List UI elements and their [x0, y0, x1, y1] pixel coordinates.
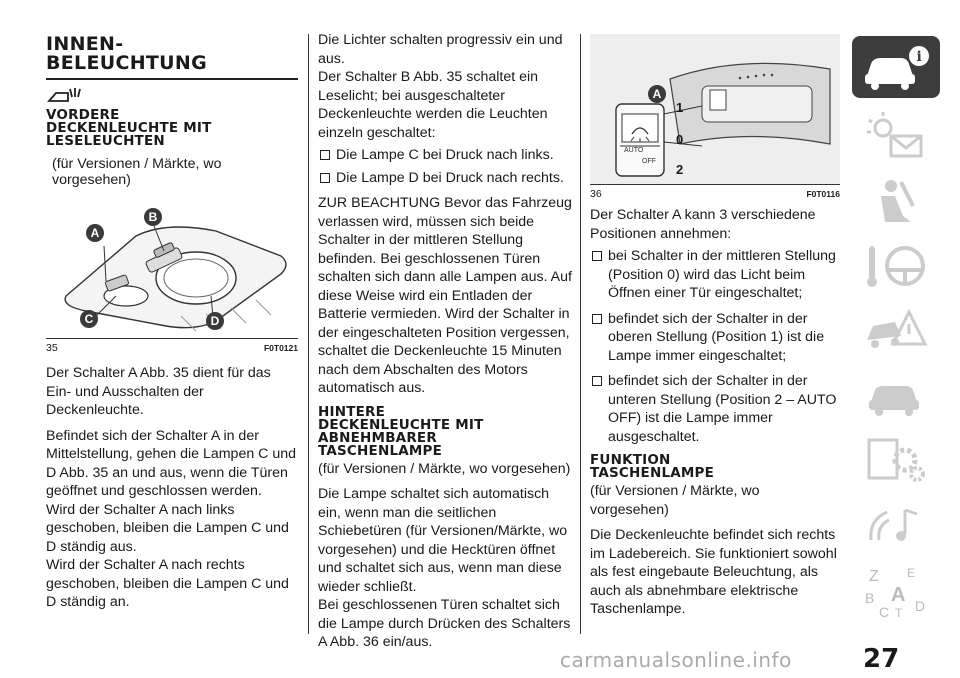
variant-note: (für Versionen / Märkte, wo vorgesehen)	[590, 483, 760, 518]
bullet-box-icon	[320, 173, 330, 183]
bullet-box-icon	[592, 314, 602, 324]
list-item: bei Schalter in der mittleren Stellung (Position 0) wird das Licht beim Öffnen einer Tür eingeschaltet;	[590, 247, 840, 303]
paragraph: Der Schalter A Abb. 35 dient für das Ein- und Ausschalten der Deckenleuchte.	[46, 365, 271, 418]
figure-35	[46, 196, 298, 339]
label-d: D	[206, 312, 224, 330]
index-letter: B	[865, 590, 875, 606]
paragraph: Der Schalter A kann 3 verschiedene Positionen annehmen:	[590, 207, 816, 242]
switch-auto-text: AUTO	[624, 147, 644, 154]
paragraph: Die Lampe schaltet sich automatisch ein, wenn man die seitlichen Schiebetüren (für Versionen/Märkte, wo vorgesehen) und die Hecktüren öffnet und schaltet sich aus, wenn man diese wieder schließt.	[318, 486, 568, 595]
paragraph: Der Schalter B Abb. 35 schaltet ein Leselicht; bei ausgeschalteter Deckenleuchte werden die Leuchten einzeln geschaltet:	[318, 69, 548, 141]
position-0: 0	[676, 132, 684, 147]
note-paragraph: ZUR BEACHTUNG Bevor das Fahrzeug verlassen wird, müssen sich beide Schalter in der mittleren Stellung befinden. Bei geschlossenen Türen schalten sich dann alle Lampen aus. Auf diese Weise wird ein Entladen der Batterie vermieden. Wird der Schalter in der eingeschalteten Position vergessen, schaltet die Deckenleuchte 15 Minuten nach dem Abschalten des Motors automatisch aus.	[318, 195, 572, 396]
car-service-icon[interactable]	[852, 362, 940, 424]
list-item: Die Lampe C bei Druck nach links.	[318, 146, 572, 165]
middle-column	[318, 31, 572, 652]
figure-code: F0T0116	[806, 189, 840, 199]
index-letter: T	[895, 606, 903, 619]
list-item: befindet sich der Schalter in der unteren Stellung (Position 2 – AUTO OFF) ist die Lampe immer ausgeschaltet.	[590, 372, 840, 446]
index-letter: E	[907, 566, 916, 580]
paragraph: Bei geschlossenen Türen schaltet sich die Lampe durch Drücken des Schalters A Abb. 36 ein/aus.	[318, 597, 571, 650]
paragraph: Die Deckenleuchte befindet sich rechts im Ladebereich. Sie funktioniert sowohl als fest eingebaute Beleuchtung, als auch als abnehmbare elektrische Taschenlampe.	[590, 527, 837, 617]
index-letter: D	[915, 598, 926, 614]
svg-text:i: i	[916, 49, 922, 65]
multimedia-icon[interactable]	[852, 494, 940, 556]
position-2: 2	[676, 162, 684, 177]
position-1: 1	[676, 100, 684, 115]
variant-note: (für Versionen / Märkte, wo vorgesehen)	[318, 460, 571, 477]
figure-number: 35	[46, 342, 58, 354]
steering-start-icon[interactable]	[852, 234, 940, 296]
seat-safety-icon[interactable]	[852, 170, 940, 232]
paragraph: Die Lichter schalten progressiv ein und aus.	[318, 32, 563, 67]
index-letter: A	[891, 584, 906, 606]
left-column	[46, 0, 298, 612]
page-number: 27	[863, 644, 900, 674]
variant-note: (für Versionen / Märkte, wo vorgesehen)	[52, 156, 222, 188]
index-icon[interactable]	[852, 560, 940, 622]
emergency-crash-icon[interactable]	[852, 298, 940, 360]
subsection-title: HINTERE DECKENLEUCHTE MIT ABNEHMBARER TASCHENLAMPE	[318, 403, 484, 459]
right-column	[590, 34, 840, 619]
car-info-icon[interactable]	[852, 36, 940, 98]
lights-warning-icon[interactable]	[852, 104, 940, 166]
label-c: C	[80, 310, 98, 328]
label-b: B	[144, 208, 162, 226]
technical-data-icon[interactable]	[852, 428, 940, 490]
list-item: befindet sich der Schalter in der oberen Stellung (Position 1) ist die Lampe immer eingeschaltet;	[590, 310, 840, 366]
label-a: A	[86, 224, 104, 242]
subsection-title: VORDERE DECKENLEUCHTE MIT LESELEUCHTEN	[46, 107, 212, 149]
subsection-title: FUNKTION TASCHENLAMPE	[590, 452, 715, 481]
list-item: Die Lampe D bei Druck nach rechts.	[318, 169, 572, 188]
figure-number: 36	[590, 188, 602, 200]
figure-36-caption	[590, 188, 840, 200]
index-letter: Z	[869, 568, 879, 585]
bullet-box-icon	[592, 376, 602, 386]
column-divider	[308, 34, 309, 634]
figure-36	[590, 34, 840, 185]
interior-light-icon	[46, 87, 298, 105]
bullet-box-icon	[320, 150, 330, 160]
title-rule	[46, 78, 298, 80]
paragraph: Befindet sich der Schalter A in der Mittelstellung, gehen die Lampen C und D Abb. 35 an und aus, wenn die Türen geöffnet und geschlossen werden.	[46, 427, 297, 499]
figure-35-caption	[46, 342, 298, 354]
paragraph: Wird der Schalter A nach rechts geschoben, bleiben die Lampen C und D ständig an.	[46, 557, 289, 610]
label-a: A	[648, 85, 666, 103]
index-letter: C	[879, 604, 890, 619]
figure-code: F0T0121	[263, 343, 298, 353]
rear-lamp-illustration	[590, 34, 840, 184]
switch-off-text: OFF	[642, 158, 656, 165]
column-divider	[580, 34, 581, 634]
bullet-box-icon	[592, 251, 602, 261]
section-title: INNEN- BELEUCHTUNG	[46, 33, 208, 74]
paragraph: Wird der Schalter A nach links geschoben, bleiben die Lampen C und D ständig aus.	[46, 501, 289, 555]
watermark: carmanualsonline.info	[560, 648, 792, 672]
